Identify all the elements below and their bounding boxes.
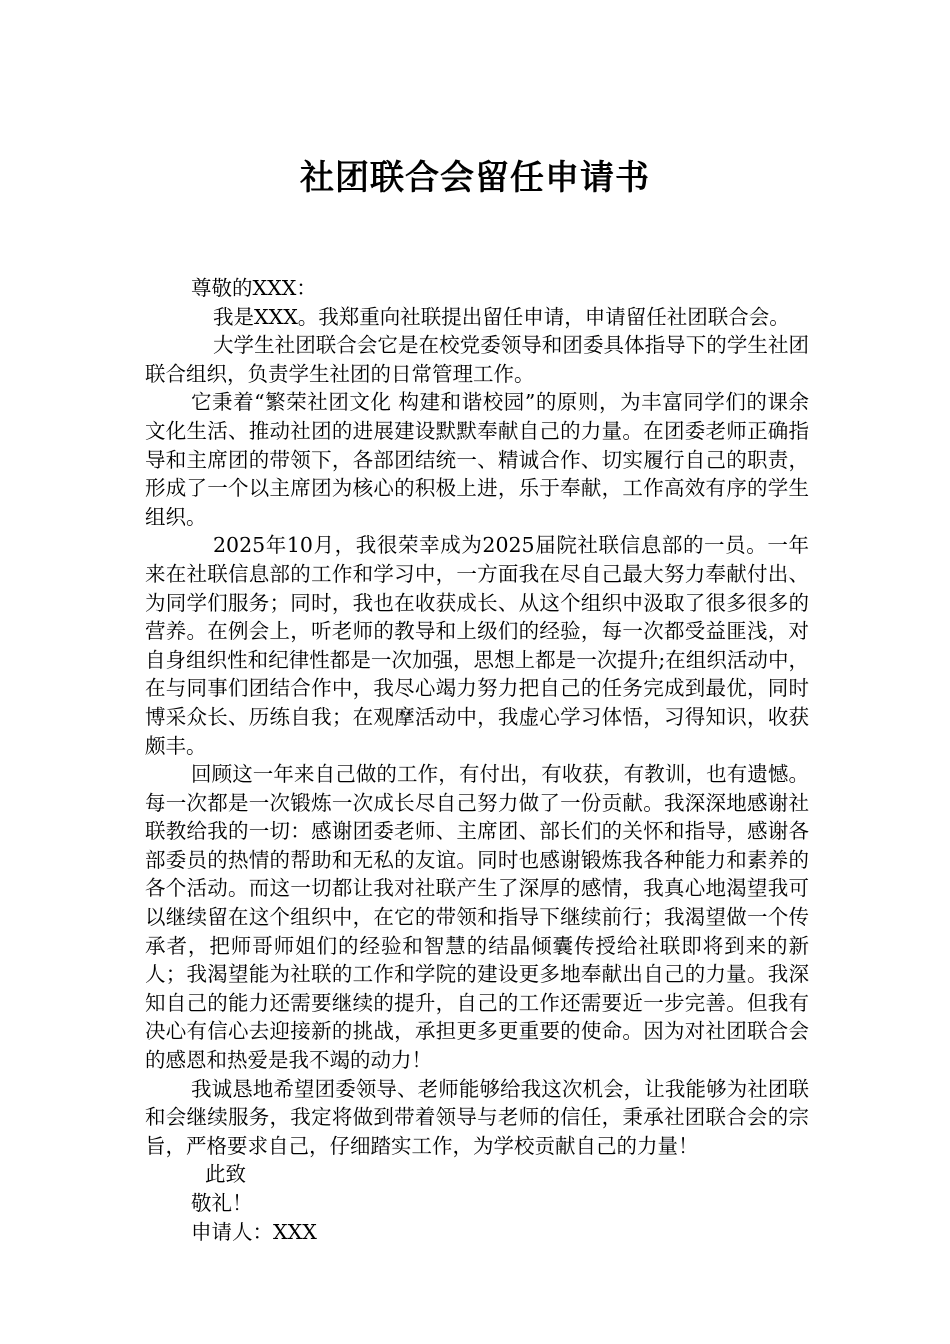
signature: 申请人：XXX — [191, 1219, 317, 1244]
letter-body — [145, 274, 809, 1246]
paragraph-6: 我诚恳地希望团委领导、老师能够给我这次机会，让我能够为社团联和会继续服务，我定将做到带着领导与老师的信任，秉承社团联合会的宗旨，严格要求自己，仔细踏实工作，为学校贡献自己的力量！ — [145, 1076, 809, 1158]
paragraph-2: 大学生社团联合会它是在校党委领导和团委具体指导下的学生社团联合组织，负责学生社团的日常管理工作。 — [145, 333, 809, 386]
paragraph-4: 2025年10月，我很荣幸成为2025届院社联信息部的一员。一年来在社联信息部的工作和学习中，一方面我在尽自己最大努力奉献付出、为同学们服务；同时，我也在收获成长、从这个组织中汲取了很多很多的营养。在例会上，听老师的教导和上级们的经验，每一次都受益匪浅，对自身组织性和纪律性都是一次加强，思想上都是一次提升;在组织活动中，在与同事们团结合作中，我尽心竭力努力把自己的任务完成到最优，同时博采众长、历练自我；在观摩活动中，我虚心学习体悟，习得知识，收获颇丰。 — [145, 533, 809, 758]
closing-line-1: 此致 — [205, 1162, 246, 1187]
paragraph-5: 回顾这一年来自己做的工作，有付出，有收获，有教训，也有遗憾。每一次都是一次锻炼一次成长尽自己努力做了一份贡献。我深深地感谢社联教给我的一切：感谢团委老师、主席团、部长们的关怀和指导，感谢各部委员的热情的帮助和无私的友谊。同时也感谢锻炼我各种能力和素养的各个活动。而这一切都让我对社联产生了深厚的感情，我真心地渴望我可以继续留在这个组织中，在它的带领和指导下继续前行；我渴望做一个传承者，把师哥师姐们的经验和智慧的结晶倾囊传授给社联即将到来的新人；我渴望能为社联的工作和学院的建设更多地奉献出自己的力量。我深知自己的能力还需要继续的提升，自己的工作还需要近一步完善。但我有决心有信心去迎接新的挑战，承担更多更重要的使命。因为对社团联合会的感恩和热爱是我不竭的动力！ — [145, 762, 809, 1073]
paragraph-3: 它秉着“繁荣社团文化 构建和谐校园”的原则，为丰富同学们的课余文化生活、推动社团的进展建设默默奉献自己的力量。在团委老师正确指导和主席团的带领下，各部团结统一、精诚合作、切实履行自己的职责，形成了一个以主席团为核心的积极上进，乐于奉献，工作高效有序的学生组织。 — [145, 390, 809, 529]
paragraph-1: 我是XXX。我郑重向社联提出留任申请，申请留任社团联合会。 — [213, 304, 790, 329]
document-title: 社团联合会留任申请书 — [300, 158, 650, 198]
salutation: 尊敬的XXX： — [191, 276, 317, 300]
closing-line-2: 敬礼！ — [191, 1191, 253, 1215]
